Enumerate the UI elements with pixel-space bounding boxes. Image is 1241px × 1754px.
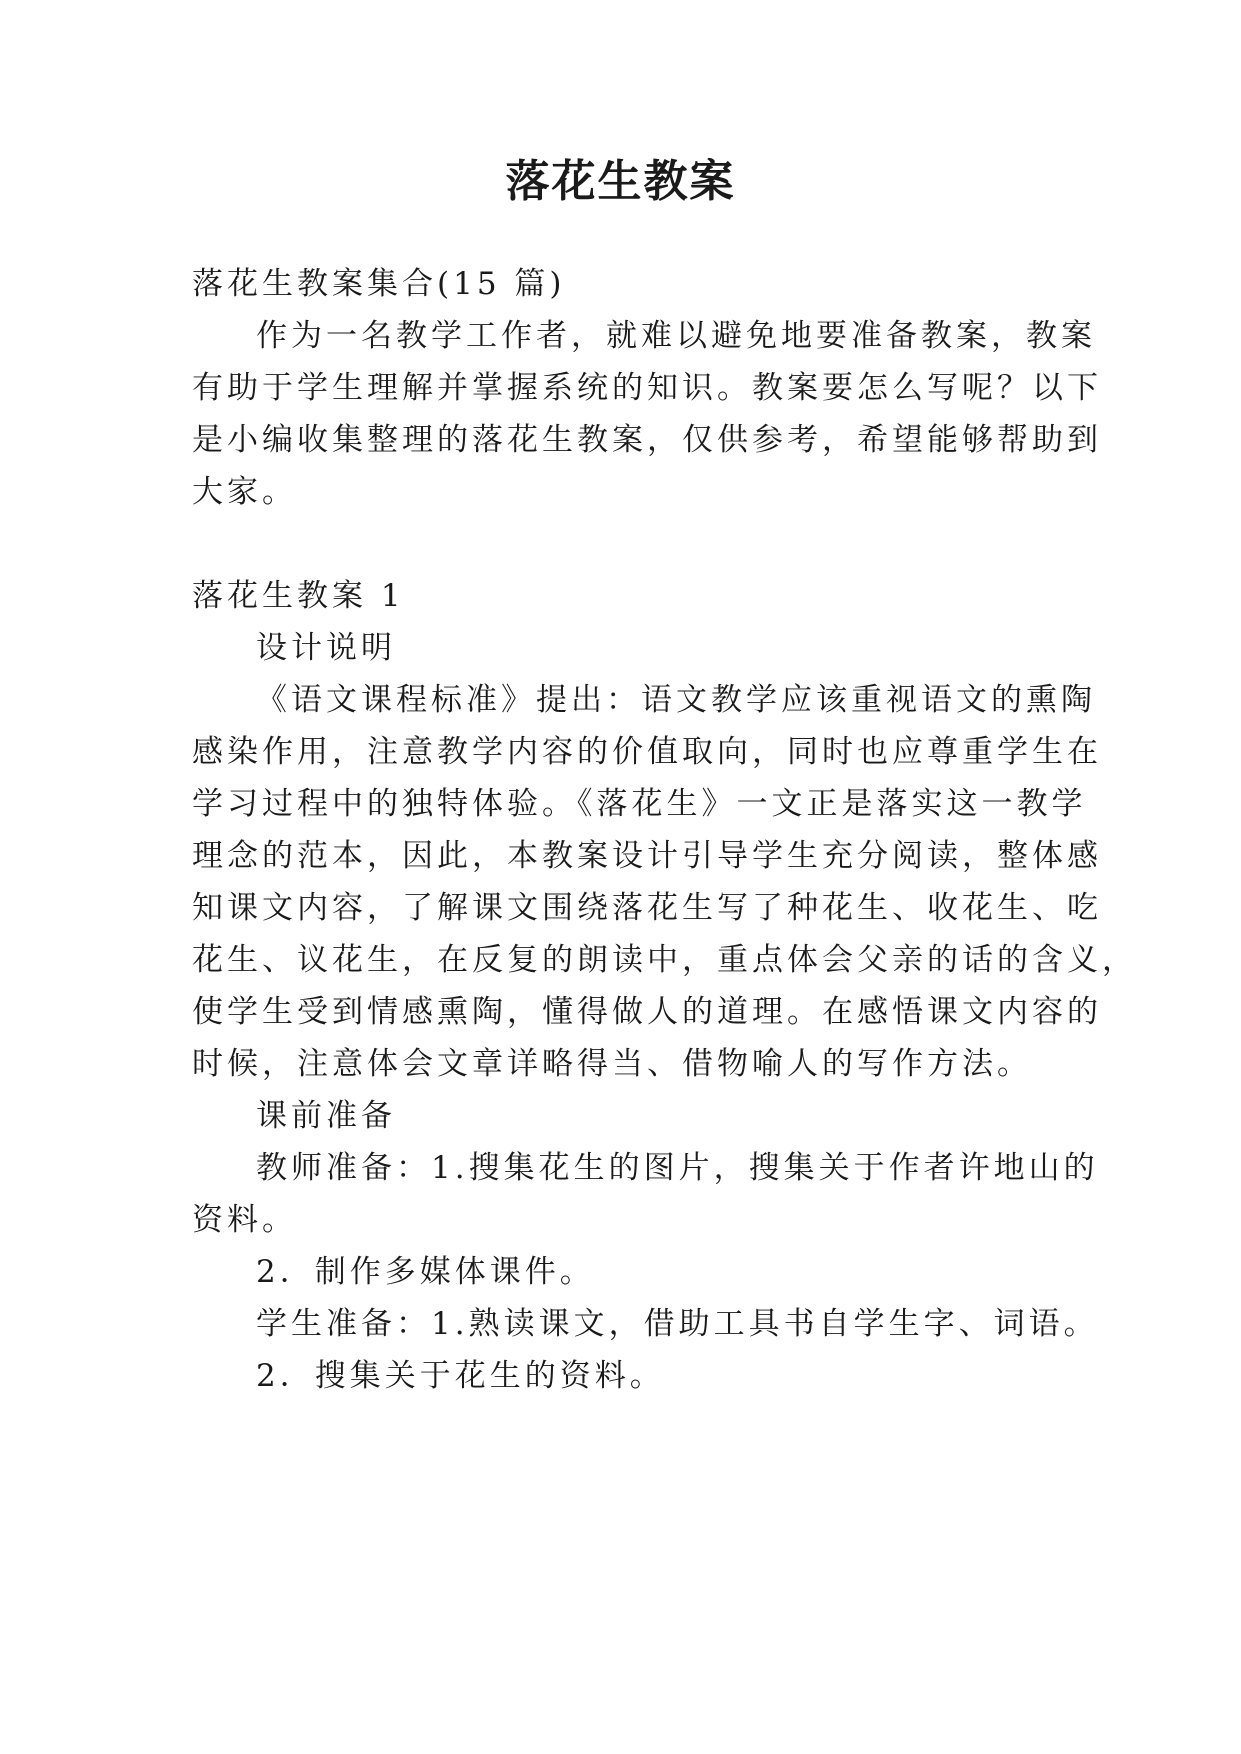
student-prep-line: 学生准备：1.熟读课文，借助工具书自学生字、词语。: [256, 1306, 1099, 1342]
design-paragraph-line: 花生、议花生，在反复的朗读中，重点体会父亲的话的含义，: [192, 942, 1137, 978]
teacher-prep-line: 资料。: [192, 1202, 297, 1238]
teacher-prep-line: 教师准备：1.搜集花生的图片，搜集关于作者许地山的: [256, 1150, 1099, 1186]
student-prep-item: 2．搜集关于花生的资料。: [256, 1358, 665, 1394]
design-paragraph-line: 感染作用，注意教学内容的价值取向，同时也应尊重学生在: [192, 734, 1102, 770]
subsection-heading: 设计说明: [256, 630, 396, 666]
intro-paragraph-line: 大家。: [192, 474, 297, 510]
design-paragraph-line: 知课文内容，了解课文围绕落花生写了种花生、收花生、吃: [192, 890, 1102, 926]
section-heading: 落花生教案 1: [192, 578, 405, 614]
collection-heading: 落花生教案集合(15 篇): [192, 266, 566, 302]
design-paragraph-line: 时候，注意体会文章详略得当、借物喻人的写作方法。: [192, 1046, 1032, 1082]
subsection-heading: 课前准备: [256, 1098, 396, 1134]
design-paragraph-line: 理念的范本，因此，本教案设计引导学生充分阅读，整体感: [192, 838, 1102, 874]
document-title: 落花生教案: [505, 156, 736, 207]
design-paragraph-line: 《语文课程标准》提出：语文教学应该重视语文的熏陶: [256, 682, 1096, 718]
teacher-prep-item: 2．制作多媒体课件。: [256, 1254, 595, 1290]
design-paragraph-line: 使学生受到情感熏陶，懂得做人的道理。在感悟课文内容的: [192, 994, 1102, 1030]
design-paragraph-line: 学习过程中的独特体验。《落花生》一文正是落实这一教学: [192, 786, 1087, 822]
intro-paragraph-line: 作为一名教学工作者，就难以避免地要准备教案，教案: [256, 318, 1096, 354]
intro-paragraph-line: 有助于学生理解并掌握系统的知识。教案要怎么写呢？以下: [192, 370, 1102, 406]
intro-paragraph-line: 是小编收集整理的落花生教案，仅供参考，希望能够帮助到: [192, 422, 1102, 458]
